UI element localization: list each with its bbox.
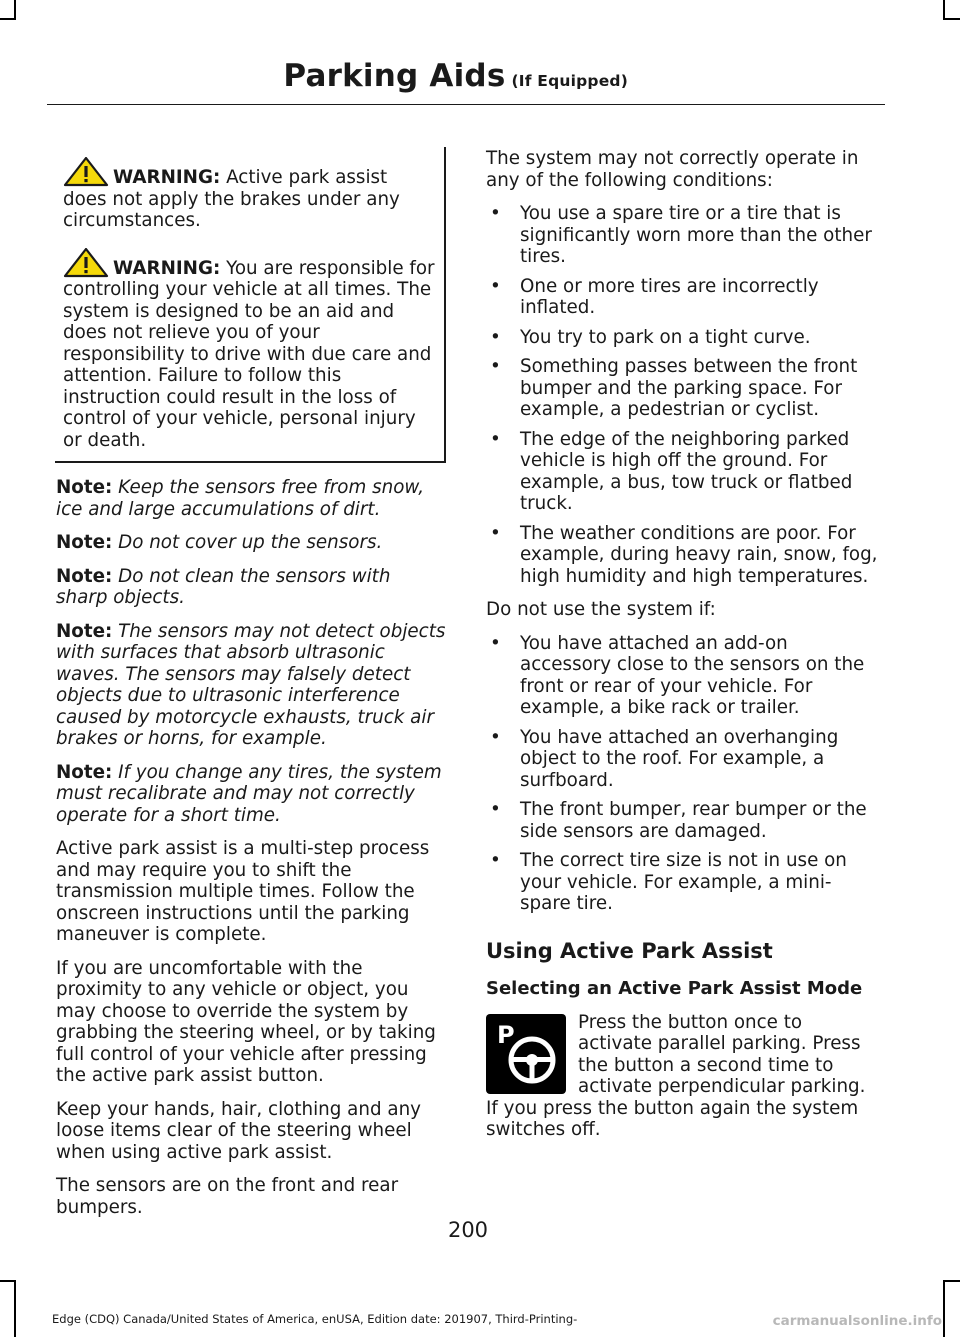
- paragraph-override: If you are uncomfortable with the proximity to any vehicle or object, you may choose to override the system by grabbing the steering wheel, or by taking full control of your vehicle after pressing the active park assist button.: [56, 957, 436, 1086]
- page-title-subtitle: (If Equipped): [511, 72, 628, 90]
- paragraph-keep-clear: Keep your hands, hair, clothing and any loose items clear of the steering wheel when using active park assist.: [56, 1098, 421, 1163]
- note-label: Note:: [56, 477, 113, 498]
- section-heading: Using Active Park Assist: [486, 938, 773, 963]
- list-item: • The weather conditions are poor. For example, during heavy rain, snow, fog, high humidity and high temperatures.: [486, 523, 881, 588]
- conditions-intro: The system may not correctly operate in any of the following conditions:: [486, 148, 859, 191]
- warning-triangle-icon: [63, 248, 109, 278]
- crop-mark-top-right: [943, 0, 945, 20]
- note-label: Note:: [56, 620, 113, 642]
- note-label: Note:: [56, 532, 113, 553]
- paragraph-sensor-location: The sensors are on the front and rear bumpers.: [56, 1175, 399, 1218]
- warning-2: [63, 248, 436, 452]
- page-title-main: Parking Aids: [283, 58, 506, 94]
- list-item: • You try to park on a tight curve.: [486, 327, 881, 349]
- warning-triangle-icon: [63, 157, 109, 187]
- header-rule: [47, 104, 885, 105]
- note-3: [56, 566, 446, 609]
- list-item: • The front bumper, rear bumper or the side sensors are damaged.: [486, 799, 881, 842]
- list-item: • You have attached an overhanging object to the roof. For example, a surfboard.: [486, 727, 881, 792]
- warning-1-text: Active park assist does not apply the brakes under any circumstances.: [63, 167, 400, 231]
- note-4: [56, 621, 446, 750]
- page-number: 200: [447, 1218, 489, 1242]
- paragraph-multi-step: Active park assist is a multi-step process and may require you to shift the transmission multiple times. Follow the onscreen instructions until the parking maneuver is complete.: [56, 838, 430, 945]
- left-column: [56, 147, 446, 1230]
- mode-block: [486, 1012, 881, 1141]
- note-1: [56, 477, 446, 520]
- note-text: If you change any tires, the system must recalibrate and may not correctly operate for a short time.: [56, 761, 442, 826]
- crop-mark-bottom-right: [943, 1280, 945, 1337]
- note-text: Keep the sensors free from snow, ice and large accumulations of dirt.: [56, 477, 425, 520]
- note-5: [56, 762, 446, 827]
- note-text: Do not cover up the sensors.: [112, 532, 383, 553]
- crop-mark-bottom-right-h: [943, 1280, 960, 1282]
- park-assist-button-icon: [486, 1014, 566, 1094]
- right-column: [486, 148, 881, 1153]
- conditions-list: [486, 203, 881, 587]
- note-text: Do not clean the sensors with sharp objects.: [56, 565, 391, 608]
- warning-1: [63, 157, 436, 232]
- do-not-use-intro: Do not use the system if:: [486, 599, 716, 620]
- list-item: • One or more tires are incorrectly inflated.: [486, 276, 881, 319]
- note-label: Note:: [56, 761, 113, 783]
- crop-mark-bottom-left: [14, 1280, 16, 1337]
- watermark: carmanualsonline.info: [772, 1313, 942, 1329]
- list-item: • The correct tire size is not in use on your vehicle. For example, a mini-spare tire.: [486, 850, 881, 915]
- note-text: The sensors may not detect objects with surfaces that absorb ultrasonic waves. The sensors may falsely detect objects due to ultrasonic interference caused by motorcycle exhausts, truck air brakes or horns, for example.: [56, 620, 446, 749]
- footer-edition: Edge (CDQ) Canada/United States of America, enUSA, Edition date: 201907, Third-Printing-: [52, 1312, 578, 1326]
- warning-1-label: WARNING:: [113, 167, 221, 188]
- page-title: [283, 58, 628, 94]
- note-2: [56, 532, 446, 554]
- do-not-use-list: [486, 633, 881, 915]
- list-item: • The edge of the neighboring parked vehicle is high off the ground. For example, a bus, tow truck or flatbed truck.: [486, 429, 881, 515]
- crop-mark-bottom-left-h: [0, 1280, 16, 1282]
- park-assist-glyph: [486, 1014, 566, 1094]
- mode-instructions: Press the button once to activate parallel parking. Press the button a second time to activate perpendicular parking. If you press the button again the system switches off.: [486, 1011, 866, 1140]
- list-item: • You have attached an add-on accessory close to the sensors on the front or rear of your vehicle. For example, a bike rack or trailer.: [486, 633, 881, 719]
- crop-mark-top-right-h: [943, 18, 960, 20]
- warning-2-text: You are responsible for controlling your vehicle at all times. The system is designed to be an aid and does not relieve you of your responsibility to drive with due care and attention. Failure to follow this instruction could result in the loss of control of your vehicle, personal injury or death.: [63, 257, 435, 451]
- list-item: • You use a spare tire or a tire that is significantly worn more than the other tires.: [486, 203, 881, 268]
- subsection-heading: Selecting an Active Park Assist Mode: [486, 978, 863, 999]
- list-item: • Something passes between the front bumper and the parking space. For example, a pedestrian or cyclist.: [486, 356, 881, 421]
- crop-mark-top-left: [14, 0, 16, 20]
- svg-text:P: P: [497, 1020, 515, 1049]
- warning-box: [55, 147, 446, 463]
- crop-mark-top-left-h: [0, 18, 16, 20]
- note-label: Note:: [56, 565, 113, 587]
- warning-2-label: WARNING:: [113, 257, 221, 279]
